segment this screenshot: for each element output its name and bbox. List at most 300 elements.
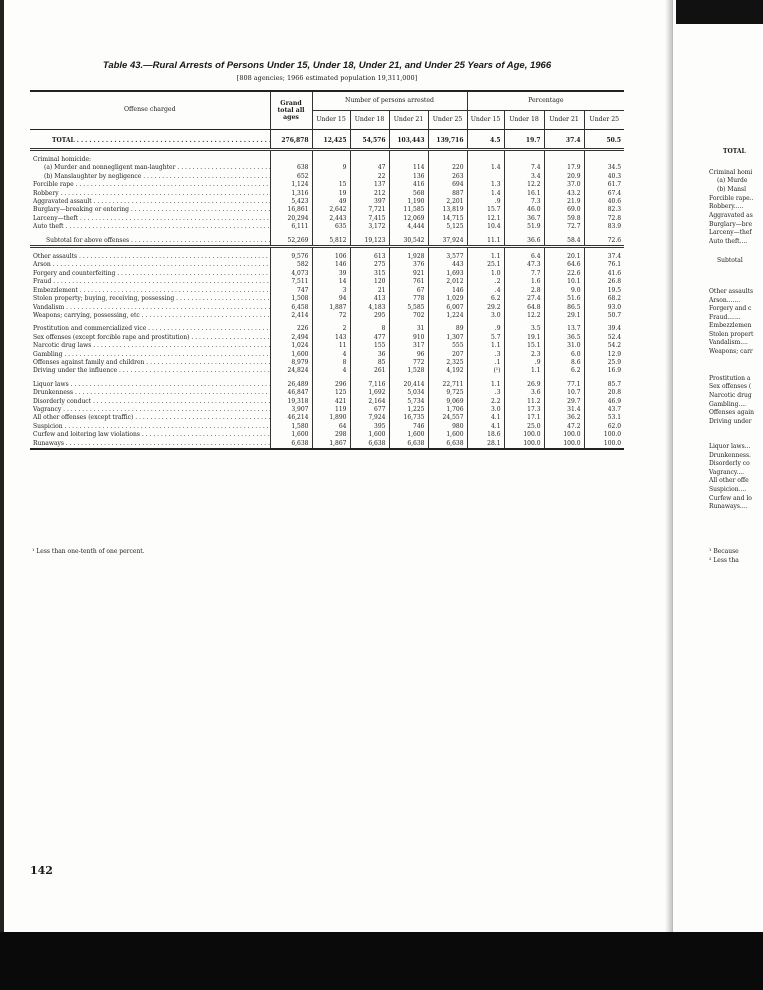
facing-page-text: Criminal homi xyxy=(709,169,753,176)
facing-page-text: (b) Mansl xyxy=(717,186,747,193)
percent-col-header: Under 15 xyxy=(467,111,504,130)
percent-cell: 25.0 xyxy=(504,423,544,431)
grand-total-cell: 226 xyxy=(270,325,312,333)
count-cell: 887 xyxy=(428,190,467,198)
percent-cell: 40.3 xyxy=(584,173,624,181)
percent-cell: 19.7 xyxy=(504,134,544,150)
facing-page-text: Curfew and lo xyxy=(709,495,752,502)
grand-total-header: Grand total all ages xyxy=(270,91,312,130)
row-label: (a) Murder and nonnegligent man-laughter . . . xyxy=(30,164,270,172)
count-cell: 2,642 xyxy=(312,206,350,214)
count-cell: 1,887 xyxy=(312,304,350,312)
count-cell: 207 xyxy=(428,351,467,359)
count-cell: 11,585 xyxy=(389,206,428,214)
percent-cell: 1.4 xyxy=(467,190,504,198)
count-cell: 694 xyxy=(428,181,467,189)
row-label: Robbery . . . xyxy=(30,190,270,198)
facing-page-text: Subtotal xyxy=(717,257,743,264)
facing-page-text: Offenses again xyxy=(709,409,754,416)
percent-cell: 100.0 xyxy=(544,431,584,439)
count-cell: 72 xyxy=(312,312,350,320)
percent-cell: 20.1 xyxy=(544,253,584,261)
row-label: Vagrancy . . . xyxy=(30,406,270,414)
scan-top-right-edge xyxy=(676,0,763,24)
percent-cell: .3 xyxy=(467,389,504,397)
facing-page-text: Forcible rape.. xyxy=(709,195,754,202)
facing-page-text: Burglary—bre xyxy=(709,221,752,228)
percent-cell: 46.9 xyxy=(584,398,624,406)
table-row xyxy=(30,198,624,206)
row-label: Driving under the influence . . . xyxy=(30,367,270,375)
count-cell: 12,425 xyxy=(312,134,350,150)
table-row xyxy=(30,431,624,439)
row-label: Subtotal for above offenses . . . xyxy=(30,237,270,247)
percent-col-header: Under 25 xyxy=(584,111,624,130)
count-cell: 1,307 xyxy=(428,334,467,342)
row-label: Forcible rape . . . xyxy=(30,181,270,189)
percent-cell: 100.0 xyxy=(544,440,584,449)
row-label: Arson . . . xyxy=(30,261,270,269)
percent-cell: 100.0 xyxy=(584,440,624,449)
percent-cell: 100.0 xyxy=(504,431,544,439)
count-cell: 2 xyxy=(312,325,350,333)
percent-cell: 76.1 xyxy=(584,261,624,269)
facing-page-text: Vagrancy.... xyxy=(709,469,745,476)
scan-bottom-band xyxy=(0,932,763,990)
count-cell: 146 xyxy=(428,287,467,295)
count-cell: 298 xyxy=(312,431,350,439)
percent-cell: 5.7 xyxy=(467,334,504,342)
facing-page-text: Auto theft.... xyxy=(709,238,748,245)
percent-cell: 21.9 xyxy=(544,198,584,206)
row-label: Auto theft . . . xyxy=(30,223,270,231)
count-cell: 14,715 xyxy=(428,215,467,223)
count-cell: 778 xyxy=(389,295,428,303)
table-row xyxy=(30,295,624,303)
count-cell: 1,600 xyxy=(350,431,389,439)
count-cell: 31 xyxy=(389,325,428,333)
count-cell: 143 xyxy=(312,334,350,342)
table-row xyxy=(30,334,624,342)
percent-cell: 7.3 xyxy=(504,198,544,206)
percent-cell: 29.1 xyxy=(544,312,584,320)
count-cell: 261 xyxy=(350,367,389,375)
percent-cell: 2.8 xyxy=(504,287,544,295)
percent-cell: 17.3 xyxy=(504,406,544,414)
percent-cell: 6.2 xyxy=(544,367,584,375)
count-cell: 416 xyxy=(389,181,428,189)
percent-cell: 100.0 xyxy=(584,431,624,439)
row-label: Prostitution and commercialized vice . . . xyxy=(30,325,270,333)
count-cell: 1,600 xyxy=(428,431,467,439)
percent-cell: 1.0 xyxy=(467,270,504,278)
scan-left-edge xyxy=(0,0,4,932)
facing-page-text: Narcotic drug xyxy=(709,392,752,399)
count-cell: 2,012 xyxy=(428,278,467,286)
grand-total-cell: 1,600 xyxy=(270,351,312,359)
percent-cell: 1.1 xyxy=(467,342,504,350)
count-cell: 9,069 xyxy=(428,398,467,406)
percent-cell: 1.4 xyxy=(467,164,504,172)
row-label: TOTAL . . . xyxy=(30,134,270,150)
percent-cell: 17.1 xyxy=(504,414,544,422)
count-cell: 14 xyxy=(312,278,350,286)
count-cell: 67 xyxy=(389,287,428,295)
percent-cell: 3.0 xyxy=(467,312,504,320)
count-cell: 4,183 xyxy=(350,304,389,312)
count-cell: 317 xyxy=(389,342,428,350)
percent-col-header: Under 21 xyxy=(544,111,584,130)
count-cell: 20,414 xyxy=(389,381,428,389)
percent-cell: .2 xyxy=(467,278,504,286)
grand-total-cell: 6,638 xyxy=(270,440,312,449)
percent-cell: 22.6 xyxy=(544,270,584,278)
table-row xyxy=(30,325,624,333)
percent-cell: 68.2 xyxy=(584,295,624,303)
percent-cell: 47.2 xyxy=(544,423,584,431)
facing-page-text: Weapons; carr xyxy=(709,348,753,355)
count-cell: 139,716 xyxy=(428,134,467,150)
total-row xyxy=(30,134,624,150)
percent-cell: .1 xyxy=(467,359,504,367)
count-cell: 1,692 xyxy=(350,389,389,397)
subtotal-row xyxy=(30,237,624,247)
percent-cell: 77.1 xyxy=(544,381,584,389)
percent-cell: 54.2 xyxy=(584,342,624,350)
count-cell: 4 xyxy=(312,351,350,359)
count-cell: 395 xyxy=(350,423,389,431)
percent-cell: 26.8 xyxy=(584,278,624,286)
percent-cell: 72.6 xyxy=(584,237,624,247)
percent-cell: 9.0 xyxy=(544,287,584,295)
group-heading: Criminal homicide: xyxy=(33,156,92,163)
percent-cell: 20.8 xyxy=(584,389,624,397)
count-cell: 8 xyxy=(312,359,350,367)
percent-cell: 67.4 xyxy=(584,190,624,198)
count-cell: 22 xyxy=(350,173,389,181)
row-label: Forgery and counterfeiting . . . xyxy=(30,270,270,278)
grand-total-cell: 20,294 xyxy=(270,215,312,223)
percent-cell: 69.0 xyxy=(544,206,584,214)
percent-cell: 34.5 xyxy=(584,164,624,172)
count-cell: 120 xyxy=(350,278,389,286)
percent-cell: 36.2 xyxy=(544,414,584,422)
row-label: Burglary—breaking or entering . . . xyxy=(30,206,270,214)
count-cell: 1,693 xyxy=(428,270,467,278)
count-cell: 6,638 xyxy=(350,440,389,449)
percent-cell: 2.3 xyxy=(504,351,544,359)
count-cell: 19,123 xyxy=(350,237,389,247)
percent-cell: 46.0 xyxy=(504,206,544,214)
grand-total-cell: 1,124 xyxy=(270,181,312,189)
number-group-header: Number of persons arrested xyxy=(312,91,467,111)
count-cell: 94 xyxy=(312,295,350,303)
count-cell: 4,444 xyxy=(389,223,428,231)
percent-cell xyxy=(467,173,504,181)
percent-cell: 100.0 xyxy=(504,440,544,449)
facing-page-text: ¹ Because xyxy=(709,548,739,555)
count-cell: 103,443 xyxy=(389,134,428,150)
count-cell xyxy=(312,173,350,181)
group-heading-row xyxy=(30,156,624,164)
percent-cell: 52.4 xyxy=(584,334,624,342)
percent-cell: 6.2 xyxy=(467,295,504,303)
percent-cell: 31.0 xyxy=(544,342,584,350)
percent-cell: 29.2 xyxy=(467,304,504,312)
count-cell: 13,819 xyxy=(428,206,467,214)
facing-page-text: Aggravated as xyxy=(709,212,753,219)
table-subtitle: [808 agencies; 1966 estimated population 19,311,000] xyxy=(236,74,418,82)
count-cell: 1,528 xyxy=(389,367,428,375)
count-cell: 36 xyxy=(350,351,389,359)
row-label: Gambling . . . xyxy=(30,351,270,359)
percent-cell: 4.1 xyxy=(467,414,504,422)
count-cell: 1,706 xyxy=(428,406,467,414)
count-cell: 413 xyxy=(350,295,389,303)
count-cell: 37,924 xyxy=(428,237,467,247)
percent-cell: 4.1 xyxy=(467,423,504,431)
table-row xyxy=(30,359,624,367)
count-cell: 2,325 xyxy=(428,359,467,367)
count-cell: 9 xyxy=(312,164,350,172)
grand-total-cell: 26,489 xyxy=(270,381,312,389)
percent-cell: 3.4 xyxy=(504,173,544,181)
grand-total-cell: 3,907 xyxy=(270,406,312,414)
count-cell: 5,734 xyxy=(389,398,428,406)
count-cell: 146 xyxy=(312,261,350,269)
percent-cell: 41.6 xyxy=(584,270,624,278)
count-cell: 85 xyxy=(350,359,389,367)
grand-total-cell: 8,979 xyxy=(270,359,312,367)
table-row xyxy=(30,312,624,320)
grand-total-cell: 6,111 xyxy=(270,223,312,231)
count-cell: 7,116 xyxy=(350,381,389,389)
facing-page-text: ² Less tha xyxy=(709,557,739,564)
count-cell: 555 xyxy=(428,342,467,350)
count-cell: 910 xyxy=(389,334,428,342)
count-cell: 746 xyxy=(389,423,428,431)
percent-cell: 62.0 xyxy=(584,423,624,431)
percent-cell: 12.2 xyxy=(504,312,544,320)
table-row xyxy=(30,351,624,359)
page-number: 142 xyxy=(30,864,53,877)
grand-total-cell: 652 xyxy=(270,173,312,181)
percent-cell: .9 xyxy=(467,325,504,333)
percent-cell: 64.6 xyxy=(544,261,584,269)
grand-total-cell: 5,423 xyxy=(270,198,312,206)
count-cell: 761 xyxy=(389,278,428,286)
row-label: Disorderly conduct . . . xyxy=(30,398,270,406)
table-title: Table 43.—Rural Arrests of Persons Under 15, Under 18, Under 21, and Under 25 Years of Age, 1966 xyxy=(102,60,552,71)
grand-total-cell: 52,269 xyxy=(270,237,312,247)
count-cell: 477 xyxy=(350,334,389,342)
count-cell: 296 xyxy=(312,381,350,389)
percent-cell: 7.7 xyxy=(504,270,544,278)
count-cell: 12,069 xyxy=(389,215,428,223)
row-label: Drunkenness . . . xyxy=(30,389,270,397)
grand-total-cell: 9,576 xyxy=(270,253,312,261)
percent-cell: 16.9 xyxy=(584,367,624,375)
count-cell: 96 xyxy=(389,351,428,359)
percent-cell: 47.3 xyxy=(504,261,544,269)
count-cell: 1,890 xyxy=(312,414,350,422)
count-cell: 5,034 xyxy=(389,389,428,397)
count-cell: 11 xyxy=(312,342,350,350)
count-cell: 6,638 xyxy=(428,440,467,449)
row-label: Fraud . . . xyxy=(30,278,270,286)
percent-cell: 59.8 xyxy=(544,215,584,223)
count-cell: 295 xyxy=(350,312,389,320)
count-cell: 137 xyxy=(350,181,389,189)
facing-page-text: Driving under xyxy=(709,418,752,425)
count-cell: 5,585 xyxy=(389,304,428,312)
percent-cell: 58.4 xyxy=(544,237,584,247)
count-cell: 6,638 xyxy=(389,440,428,449)
percent-cell: 11.1 xyxy=(467,237,504,247)
table-row xyxy=(30,304,624,312)
count-cell: 1,029 xyxy=(428,295,467,303)
count-cell: 315 xyxy=(350,270,389,278)
percent-cell: 39.4 xyxy=(584,325,624,333)
facing-page-fragment xyxy=(672,0,763,932)
table-row xyxy=(30,440,624,449)
table-row xyxy=(30,389,624,397)
row-label: Offenses against family and children . . . xyxy=(30,359,270,367)
count-cell: 5,125 xyxy=(428,223,467,231)
count-cell: 635 xyxy=(312,223,350,231)
grand-total-cell: 6,458 xyxy=(270,304,312,312)
percent-cell: 25.1 xyxy=(467,261,504,269)
table-row xyxy=(30,173,624,181)
grand-total-cell: 1,580 xyxy=(270,423,312,431)
count-cell: 136 xyxy=(389,173,428,181)
count-cell: 1,928 xyxy=(389,253,428,261)
count-cell: 155 xyxy=(350,342,389,350)
percentage-group-header: Percentage xyxy=(467,91,624,111)
facing-page-text: Runaways.... xyxy=(709,503,748,510)
percent-cell: 12.1 xyxy=(467,215,504,223)
percent-cell: 19.5 xyxy=(584,287,624,295)
percent-cell: 26.9 xyxy=(504,381,544,389)
facing-page-text: Vandalism.... xyxy=(709,339,748,346)
table-row xyxy=(30,342,624,350)
count-cell: 21 xyxy=(350,287,389,295)
grand-total-cell: 7,511 xyxy=(270,278,312,286)
count-cell: 275 xyxy=(350,261,389,269)
count-cell: 397 xyxy=(350,198,389,206)
row-label: Sex offenses (except forcible rape and prostitution) . . . xyxy=(30,334,270,342)
percent-cell: 1.3 xyxy=(467,181,504,189)
grand-total-cell: 16,861 xyxy=(270,206,312,214)
percent-cell: 1.1 xyxy=(504,367,544,375)
count-cell: 4,192 xyxy=(428,367,467,375)
percent-cell: .4 xyxy=(467,287,504,295)
count-cell: 6,007 xyxy=(428,304,467,312)
row-label: Stolen property; buying, receiving, possessing . . . xyxy=(30,295,270,303)
row-label: (b) Manslaughter by negligence . . . xyxy=(30,173,270,181)
count-cell: 114 xyxy=(389,164,428,172)
percent-cell: 8.6 xyxy=(544,359,584,367)
count-cell: 106 xyxy=(312,253,350,261)
row-label: Curfew and loitering law violations . . . xyxy=(30,431,270,439)
percent-cell: 28.1 xyxy=(467,440,504,449)
percent-cell: 85.7 xyxy=(584,381,624,389)
count-cell: 212 xyxy=(350,190,389,198)
percent-cell: 1.1 xyxy=(467,381,504,389)
percent-cell: 31.4 xyxy=(544,406,584,414)
facing-page-text: Sex offenses ( xyxy=(709,383,752,390)
percent-cell: 10.7 xyxy=(544,389,584,397)
grand-total-cell: 1,024 xyxy=(270,342,312,350)
count-cell: 49 xyxy=(312,198,350,206)
percent-cell: .9 xyxy=(504,359,544,367)
facing-page-text: Fraud....... xyxy=(709,314,741,321)
count-cell: 677 xyxy=(350,406,389,414)
percent-cell: 43.7 xyxy=(584,406,624,414)
percent-cell: 2.2 xyxy=(467,398,504,406)
grand-total-cell: 19,318 xyxy=(270,398,312,406)
percent-cell: 50.7 xyxy=(584,312,624,320)
table-row xyxy=(30,215,624,223)
count-cell: 22,711 xyxy=(428,381,467,389)
table-row xyxy=(30,270,624,278)
count-cell: 89 xyxy=(428,325,467,333)
percent-cell: 27.4 xyxy=(504,295,544,303)
number-col-header: Under 25 xyxy=(428,111,467,130)
percent-cell: 3.0 xyxy=(467,406,504,414)
percent-cell: 13.7 xyxy=(544,325,584,333)
facing-page-text: Disorderly co xyxy=(709,460,750,467)
count-cell: 921 xyxy=(389,270,428,278)
count-cell: 376 xyxy=(389,261,428,269)
percent-cell: 72.8 xyxy=(584,215,624,223)
table-row xyxy=(30,406,624,414)
grand-total-cell: 2,414 xyxy=(270,312,312,320)
facing-page-text: Drunkenness. xyxy=(709,452,751,459)
table-row xyxy=(30,190,624,198)
count-cell: 39 xyxy=(312,270,350,278)
count-cell: 19 xyxy=(312,190,350,198)
percent-cell: 29.7 xyxy=(544,398,584,406)
facing-page-text: TOTAL xyxy=(723,148,746,155)
count-cell: 568 xyxy=(389,190,428,198)
row-label: Weapons; carrying, possessing, etc . . . xyxy=(30,312,270,320)
table-row xyxy=(30,398,624,406)
count-cell: 7,924 xyxy=(350,414,389,422)
percent-cell: 10.1 xyxy=(544,278,584,286)
percent-cell: 15.1 xyxy=(504,342,544,350)
table-row xyxy=(30,414,624,422)
count-cell: 7,721 xyxy=(350,206,389,214)
grand-total-cell: 1,316 xyxy=(270,190,312,198)
grand-total-cell: 24,824 xyxy=(270,367,312,375)
table-row xyxy=(30,278,624,286)
row-label: All other offenses (except traffic) . . . xyxy=(30,414,270,422)
count-cell: 2,164 xyxy=(350,398,389,406)
count-cell: 613 xyxy=(350,253,389,261)
count-cell: 54,576 xyxy=(350,134,389,150)
percent-cell: 72.7 xyxy=(544,223,584,231)
percent-cell: 15.7 xyxy=(467,206,504,214)
table-row xyxy=(30,423,624,431)
count-cell: 2,443 xyxy=(312,215,350,223)
count-cell: 1,190 xyxy=(389,198,428,206)
percent-cell: 83.9 xyxy=(584,223,624,231)
percent-cell: 1.1 xyxy=(467,253,504,261)
percent-cell: (¹) xyxy=(467,367,504,375)
percent-cell: 6.4 xyxy=(504,253,544,261)
grand-total-cell: 2,494 xyxy=(270,334,312,342)
